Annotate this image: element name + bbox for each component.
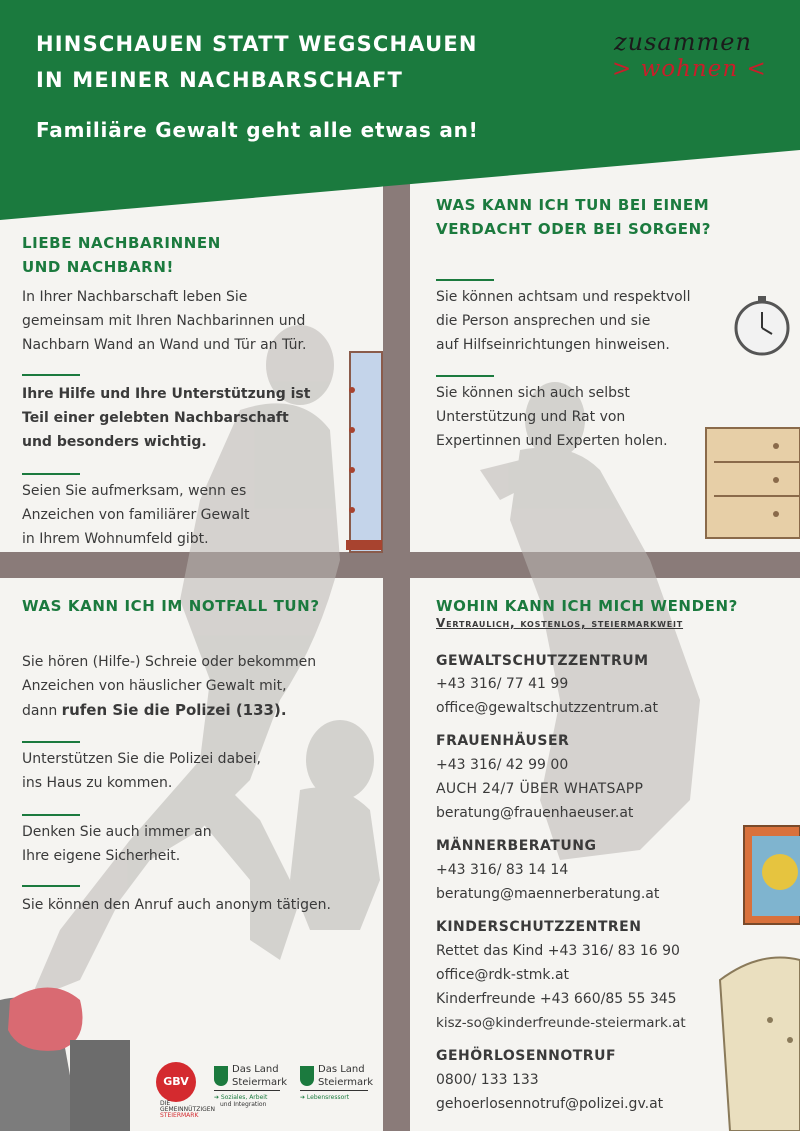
gbv-text-line1: DIE: [160, 1100, 171, 1107]
suspicion-p1-l1: Sie können achtsam und respektvoll: [436, 289, 691, 305]
land-steiermark-coat-of-arms-icon: [214, 1066, 228, 1086]
org-name-gehoerlosennotruf: GEHÖRLOSENNOTRUF: [436, 1048, 617, 1064]
divider: [436, 375, 494, 377]
land-steiermark-coat-of-arms-icon: [300, 1066, 314, 1086]
divider: [22, 374, 80, 376]
org-whatsapp-note: AUCH 24/7 ÜBER WHATSAPP: [436, 781, 644, 797]
emergency-title: WAS KANN ICH IM NOTFALL TUN?: [22, 597, 320, 615]
land-logo1-dept-line1: ➔ Soziales, Arbeit: [214, 1094, 268, 1101]
header-title-line1: HINSCHAUEN STATT WEGSCHAUEN: [36, 32, 478, 56]
org-phone: 0800/ 133 133: [436, 1072, 539, 1088]
org-name-maennerberatung: MÄNNERBERATUNG: [436, 838, 597, 854]
zusammen-wohnen-logo-line2: > wohnen <: [612, 56, 767, 82]
neighbors-p3-l1: Seien Sie aufmerksam, wenn es: [22, 483, 247, 499]
divider: [300, 1090, 368, 1091]
org-email-link[interactable]: gehoerlosennotruf@polizei.gv.at: [436, 1096, 664, 1112]
divider: [22, 814, 80, 816]
header-title-line2: IN MEINER NACHBARSCHAFT: [36, 68, 404, 92]
suspicion-p2-l1: Sie können sich auch selbst: [436, 385, 630, 401]
org-email-link[interactable]: office@gewaltschutzzentrum.at: [436, 700, 659, 716]
emergency-police-callout: rufen Sie die Polizei (133).: [61, 701, 287, 719]
suspicion-title-line1: WAS KANN ICH TUN BEI EINEM: [436, 196, 710, 214]
divider: [22, 885, 80, 887]
gbv-logo: GBV: [156, 1062, 196, 1102]
divider: [22, 741, 80, 743]
org-phone: +43 316/ 77 41 99: [436, 676, 569, 692]
suspicion-p1-l3: auf Hilfseinrichtungen hinweisen.: [436, 337, 670, 353]
dresser-illustration: [706, 428, 800, 538]
emergency-p3-l2: Ihre eigene Sicherheit.: [22, 848, 181, 864]
emergency-p3-l1: Denken Sie auch immer an: [22, 824, 212, 840]
org-phone: +43 316/ 83 14 14: [436, 862, 569, 878]
armchair-illustration: [720, 958, 800, 1131]
emergency-p1-l1: Sie hören (Hilfe-) Schreie oder bekommen: [22, 654, 317, 670]
land-logo1-line2: Steiermark: [232, 1077, 288, 1088]
land-logo2-dept: ➔ Lebensressort: [300, 1094, 350, 1101]
neighbors-p3-l3: in Ihrem Wohnumfeld gibt.: [22, 531, 209, 547]
zusammen-wohnen-logo-line1: zusammen: [614, 28, 752, 56]
neighbors-p2-l1: Ihre Hilfe und Ihre Unterstützung ist: [22, 386, 311, 402]
divider: [436, 279, 494, 281]
sofa-illustration: [0, 988, 130, 1131]
org-email-link[interactable]: beratung@maennerberatung.at: [436, 886, 660, 902]
gbv-text-line2: GEMEINNÜTZIGEN: [160, 1106, 216, 1113]
org-email-link[interactable]: kisz-so@kinderfreunde-steiermark.at: [436, 1015, 686, 1031]
suspicion-p2-l2: Unterstützung und Rat von: [436, 409, 626, 425]
clock-illustration: [736, 296, 788, 354]
suspicion-p2-l3: Expertinnen und Experten holen.: [436, 433, 668, 449]
gbv-text-line3: STEIERMARK: [160, 1112, 199, 1119]
suspicion-p1-l2: die Person ansprechen und sie: [436, 313, 651, 329]
painting-illustration: [744, 826, 800, 924]
land-logo2-line2: Steiermark: [318, 1077, 374, 1088]
neighbors-title-line1: LIEBE NACHBARINNEN: [22, 234, 221, 252]
divider: [22, 473, 80, 475]
emergency-p1-l3-pre: dann: [22, 703, 62, 719]
land-logo1-line1: Das Land: [232, 1064, 279, 1075]
org-name-gewaltschutzzentrum: GEWALTSCHUTZZENTRUM: [436, 653, 649, 669]
org-email-link[interactable]: beratung@frauenhaeuser.at: [436, 805, 634, 821]
neighbors-p2-l2: Teil einer gelebten Nachbarschaft: [22, 410, 289, 426]
land-logo1-dept-line2: und Integration: [220, 1101, 267, 1108]
org-phone: +43 316/ 42 99 00: [436, 757, 569, 773]
emergency-p1-l2: Anzeichen von häuslicher Gewalt mit,: [22, 678, 287, 694]
org-name-frauenhaeuser: FRAUENHÄUSER: [436, 733, 570, 749]
contacts-title: WOHIN KANN ICH MICH WENDEN?: [436, 597, 738, 615]
cabinet-illustration: [346, 352, 382, 552]
neighbors-p1-l3: Nachbarn Wand an Wand und Tür an Tür.: [22, 337, 307, 353]
org-phone: Rettet das Kind +43 316/ 83 16 90: [436, 943, 680, 959]
suspicion-title-line2: VERDACHT ODER BEI SORGEN?: [436, 220, 712, 238]
contacts-subtitle: Vertraulich, kostenlos, steiermarkweit: [436, 616, 684, 630]
org-name-kinderschutzzentren: KINDERSCHUTZZENTREN: [436, 919, 642, 935]
neighbors-p3-l2: Anzeichen von familiärer Gewalt: [22, 507, 250, 523]
neighbors-p1-l1: In Ihrer Nachbarschaft leben Sie: [22, 289, 248, 305]
emergency-p1-l3: [22, 698, 287, 723]
land-logo2-line1: Das Land: [318, 1064, 365, 1075]
org-phone: Kinderfreunde +43 660/85 55 345: [436, 991, 677, 1007]
emergency-p2-l2: ins Haus zu kommen.: [22, 775, 173, 791]
neighbors-p1-l2: gemeinsam mit Ihren Nachbarinnen und: [22, 313, 306, 329]
neighbors-title-line2: UND NACHBARN!: [22, 258, 174, 276]
neighbors-p2-l3: und besonders wichtig.: [22, 434, 207, 450]
divider: [214, 1090, 280, 1091]
emergency-p4: Sie können den Anruf auch anonym tätigen.: [22, 897, 331, 913]
emergency-p2-l1: Unterstützen Sie die Polizei dabei,: [22, 751, 261, 767]
header-subtitle: Familiäre Gewalt geht alle etwas an!: [36, 118, 479, 142]
org-email-link[interactable]: office@rdk-stmk.at: [436, 967, 570, 983]
